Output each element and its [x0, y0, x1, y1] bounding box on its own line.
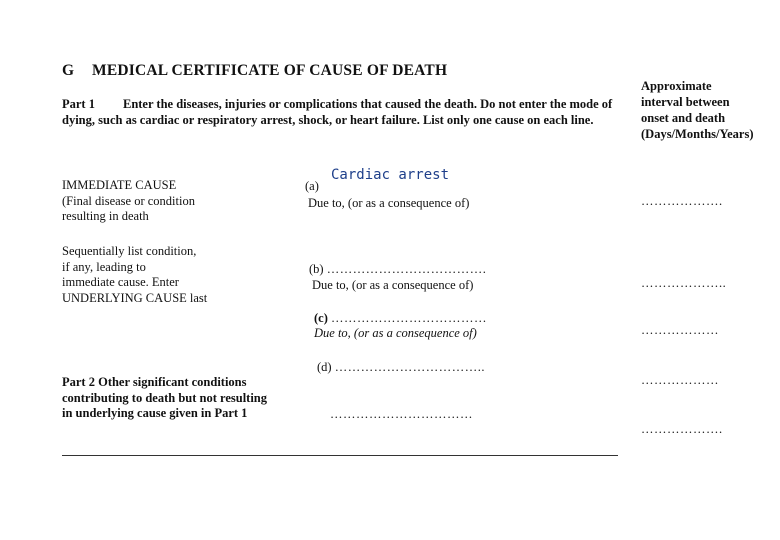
part1-label: Part 1	[62, 97, 95, 111]
line-c	[314, 311, 487, 327]
line-d-entry[interactable]: ……………………………..	[334, 360, 485, 374]
part1-instruction	[62, 96, 618, 128]
sequential-label	[62, 244, 207, 306]
line-b-entry[interactable]: ……………………………….	[326, 262, 487, 276]
bottom-divider	[62, 455, 618, 456]
interval-header-line: (Days/Months/Years)	[641, 127, 754, 141]
interval-header-line: Approximate	[641, 79, 712, 93]
sequential-line: if any, leading to	[62, 259, 146, 274]
line-b	[309, 262, 486, 278]
section-letter: G	[62, 62, 75, 79]
sequential-line: UNDERLYING CAUSE last	[62, 290, 208, 305]
interval-entry-part2[interactable]: ……………….	[641, 422, 723, 436]
part2-line: contributing to death but not resulting	[62, 390, 268, 405]
line-c-label: (c)	[314, 311, 328, 325]
line-b-due-to: Due to, (or as a consequence of)	[312, 278, 474, 292]
section-title	[62, 62, 447, 80]
line-b-label: (b)	[309, 262, 324, 276]
part1-instruction-text: Enter the diseases, injuries or complications that caused the death. Do not enter the mode of dying, such as cardiac or respiratory arrest, shock, or heart failure. List only one cause on each line.	[62, 97, 613, 127]
line-c-due-to: Due to, (or as a consequence of)	[314, 326, 477, 340]
line-a-entry[interactable]: Cardiac arrest	[331, 167, 450, 183]
section-title-text: MEDICAL CERTIFICATE OF CAUSE OF DEATH	[92, 62, 448, 79]
line-a-label: (a)	[305, 179, 319, 193]
interval-entry-d[interactable]: ………………	[641, 373, 719, 387]
immediate-cause-line: IMMEDIATE CAUSE	[62, 178, 177, 192]
interval-header	[641, 78, 754, 142]
interval-header-line: interval between	[641, 95, 730, 109]
line-a-due-to: Due to, (or as a consequence of)	[308, 196, 470, 210]
part2-line: Part 2 Other significant conditions	[62, 375, 247, 389]
line-c-entry[interactable]: ………………………………	[331, 311, 487, 325]
part2-line: in underlying cause given in Part 1	[62, 406, 248, 420]
part2-label	[62, 375, 267, 422]
interval-entry-b[interactable]: ………………..	[641, 276, 727, 290]
interval-header-line: onset and death	[641, 111, 726, 125]
sequential-line: Sequentially list condition,	[62, 244, 197, 258]
immediate-cause-line: resulting in death	[62, 209, 149, 223]
sequential-line: immediate cause. Enter	[62, 275, 179, 289]
immediate-cause-line: (Final disease or condition	[62, 193, 195, 208]
interval-entry-a[interactable]: ……………….	[641, 194, 723, 208]
immediate-cause-label	[62, 178, 195, 225]
part2-entry[interactable]: ……………………………	[330, 407, 473, 421]
line-d	[317, 360, 485, 376]
interval-entry-c[interactable]: ………………	[641, 323, 719, 337]
line-d-label: (d)	[317, 360, 332, 374]
